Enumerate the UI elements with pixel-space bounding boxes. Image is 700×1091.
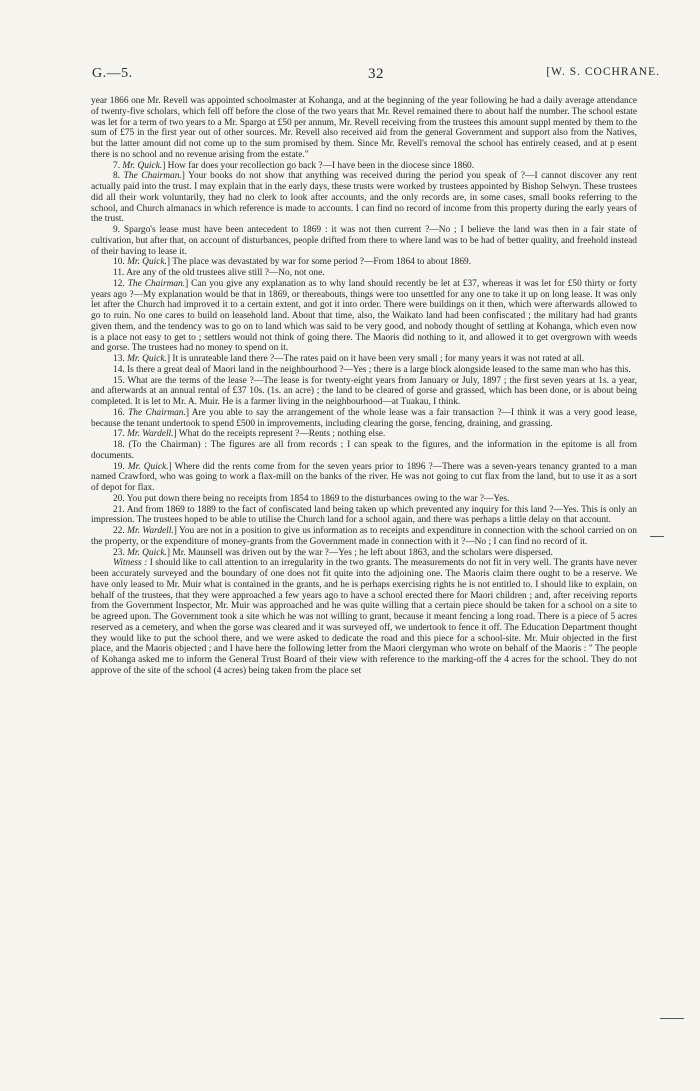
paragraph xyxy=(91,526,637,548)
paragraph-text: ] Mr. Maunsell was driven out by the war ?—Yes ; he left about 1863, and the scholars were dispersed. xyxy=(166,547,553,558)
speaker-name: The Chairman. xyxy=(123,171,182,182)
paragraph-text: ] Where did the rents come from for the seven years prior to 1896 ?—There was a seven-years tenancy granted to a man named Crawford, who was going to work a flax-mill on the banks of the river. He was not going to cut flax from the land, but to use it as a sort of depot for flax. xyxy=(91,461,637,493)
paragraph xyxy=(91,279,637,354)
question-number: 12. xyxy=(113,278,128,289)
paragraph-text: ] Are you able to say the arrangement of the whole lease was a fair transaction ?—I think it was a very good lease, because the tenant undertook to spend £500 in improvements, including clearing the gorse, fencing, draining, and grassing. xyxy=(91,407,638,429)
paragraph xyxy=(91,376,637,408)
margin-mark xyxy=(650,536,664,537)
paragraph-text: Spargo's lease must have been antecedent to 1869 : it was not then current ?—No ; I believe the land was then in a fair state of cultivation, but after that, on account of disturbances, people drifted from there to where land was to be had of better quality, and freehold instead of their having to lease it. xyxy=(91,225,637,257)
question-number: 18. xyxy=(113,440,129,450)
paragraph-text: (To the Chairman) : The figures are all from records ; I can speak to the figures, and the information in the epitome is all from documents. xyxy=(91,440,638,461)
speaker-name: Mr. Quick. xyxy=(127,461,169,472)
paragraph xyxy=(91,494,637,505)
paragraph-text: ] Can you give any explanation as to why land should recently be let at £37, whereas it was let for £50 thirty or forty years ago ?—My explanation would be that in 1869, or thereabouts, things were too unsettled for any one to take it up on long lease. It was only let after the Church had improved it to a certain extent, and got it into order. There were buildings on it then, which were afterwards allowed to go to ruin. No one cares to build on leasehold land. About that time, also, the Waikato land had been confiscated ; the military had had grants given them, and the tendency was to go on to land which was said to be very good, and nobody thought of settling at Kohanga, which even now is a place not easy to get to ; settlers would not think of going there. The Maoris did nothing to it, and allowed it to get overgrown with weeds and gorse. The trustees had no money to spend on it. xyxy=(91,278,638,354)
paragraph xyxy=(91,354,637,365)
page-number: 32 xyxy=(368,66,384,82)
speaker-name: Mr. Quick. xyxy=(127,547,167,558)
question-number: 9. xyxy=(113,225,124,235)
paragraph-text: Are any of the old trustees alive still ?—No, not one. xyxy=(126,268,325,278)
paragraph xyxy=(91,161,637,172)
paragraph xyxy=(91,225,637,257)
question-number: 15. xyxy=(113,375,128,386)
speaker-name: Mr. Wardell. xyxy=(127,429,174,440)
paragraph xyxy=(91,429,637,440)
question-number: 19. xyxy=(113,461,128,472)
speaker-name: Mr. Wardell. xyxy=(127,526,174,536)
paragraph xyxy=(91,365,637,376)
paragraph-text: What are the terms of the lease ?—The lease is for twenty-eight years from January or July, 1897 ; the first seven years at 1s. a year, and afterwards at an annual rental of £37 10s. (1s. an acre) ; the land to be cleared of gorse and grassed, which has been done, or is about being completed. It is let to Mr. A. Muir. He is a farmer living in the neighbourhood—at Tuakau, I think. xyxy=(91,375,637,407)
question-number: 16. xyxy=(113,407,129,418)
paragraph xyxy=(91,440,637,462)
speaker-name: Mr. Quick. xyxy=(127,354,167,364)
paragraph-text: You put down there being no receipts from 1854 to 1869 to the disturbances owing to the war ?—Yes. xyxy=(126,493,510,504)
speaker-name: The Chairman. xyxy=(128,407,186,418)
paragraph-text: And from 1869 to 1889 to the fact of confiscated land being taken up which prevented any inquiry for this land ?—Yes. This is only an impression. The trustees hoped to be able to utilise the Church land for a school again, and there was perhaps a little delay on that account. xyxy=(91,504,637,526)
paragraph-text: Is there a great deal of Maori land in the neighbourhood ?—Yes ; there is a large block alongside leased to the same man who has this. xyxy=(127,364,631,375)
question-number: 13. xyxy=(113,354,128,364)
margin-mark xyxy=(660,1018,684,1019)
paragraph xyxy=(91,268,637,279)
question-number: 17. xyxy=(113,429,128,440)
paragraph-text: year 1866 one Mr. Revell was appointed schoolmaster at Kohanga, and at the beginning of the year following he had a daily average attendance of twenty-five scholars, which fell off before the close of the two years that Mr. Revel remained there to about half the number. The school estate was let for a term of two years to a Mr. Spargo at £50 per annum, Mr. Revell receiving from the trustees this amount suppl mented by them to the sum of £75 in the first year out of other sources. Mr. Revell also received aid from the general Government and support also from the Natives, but the latter amount did not come up to the sum promised by them. Since Mr. Revell's removal the school has entirely ceased, and at p esent there is no school and no revenue arising from the estate." xyxy=(91,96,637,160)
paragraph xyxy=(91,96,637,161)
page-header xyxy=(92,66,660,88)
question-number: 11. xyxy=(113,268,127,278)
question-number: 21. xyxy=(113,504,127,515)
question-number: 7. xyxy=(113,160,123,171)
paragraph xyxy=(91,408,637,430)
speaker-name: Mr. Quick. xyxy=(127,257,167,268)
question-number: 8. xyxy=(113,171,124,182)
paragraph-text: ] How far does your recollection go back ?—I have been in the diocese since 1860. xyxy=(162,160,475,171)
paragraph-text: ] The place was devastated by war for some period ?—From 1864 to about 1869. xyxy=(166,257,472,268)
paragraph-text: ] Your books do not show that anything was received during the period you speak of ?—I cannot discover any rent actually paid into the trust. I may explain that in the early days, these trusts were worked by trustees appointed by Bishop Selwyn. These trustees did all their work voluntarily, they had no clerk to look after accounts, and the only records are, in some cases, small books referring to the school, and Church almanacs in which reference is made to accounts. I can find no record of income from this property during the early years of the trust. xyxy=(91,171,637,225)
paragraph-text: ] What do the receipts represent ?—Rents ; nothing else. xyxy=(173,429,386,440)
paragraph-text: I should like to call attention to an irregularity in the two grants. The measurements do not fit in very well. The grants have never been accurately surveyed and the boundary of one does not fit quite into the adjoining one. The Maoris claim there ought to be a reserve. We have only leased to Mr. Muir what is contained in the grants, and he is perhaps exercising rights he is not entitled to. I should like to explain, on behalf of the trustees, that they were approached a few years ago to have a school erected there for Maori children ; and, after receiving reports from the Government Inspector, Mr. Muir was approached and he was quite willing that a certain piece should be taken for a school on a site to be agreed upon. The Government took a site which he was not willing to grant, because it meant fencing a long road. There is a piece of 5 acres reserved as a cemetery, and when the gorse was cleared and it was surveyed off, we undertook to fence it off. The Education Department thought they would like to put the school there, and we were asked to dedicate the road and this piece for a school-site. Mr. Muir objected in the first place, and the Maoris objected ; and I have here the following letter from the Maori clergyman who wrote on behalf of the Maoris : " The people of Kohanga asked me to inform the General Trust Board of their view with reference to the marking-off the 4 acres for the school. They do not approve of the site of the school (4 acres) being taken from the place set xyxy=(91,558,637,676)
document-body xyxy=(91,96,637,677)
question-number: 23. xyxy=(113,547,128,558)
paragraph-text: ] You are not in a position to give us information as to receipts and expenditure in connection with the school carried on on the property, or the expenditure of money-grants from the Government made in connection with it ?—No ; I can find no record of it. xyxy=(91,526,637,547)
speaker-name: Mr. Quick. xyxy=(122,160,163,171)
speaker-name: The Chairman. xyxy=(127,278,186,289)
question-number: 22. xyxy=(113,526,128,536)
paragraph xyxy=(91,558,637,676)
question-number: 14. xyxy=(113,364,128,375)
witness-name: [W. S. COCHRANE. xyxy=(546,66,660,78)
report-code: G.—5. xyxy=(92,66,133,81)
question-number: 20. xyxy=(113,493,127,504)
paragraph-text: ] It is unrateable land there ?—The rates paid on it have been very small ; for many years it was not rated at all. xyxy=(166,354,585,364)
question-number: 10. xyxy=(113,257,128,268)
paragraph xyxy=(91,257,637,268)
paragraph xyxy=(91,462,637,494)
paragraph xyxy=(91,548,637,559)
speaker-name: Witness : xyxy=(113,558,148,569)
paragraph xyxy=(91,505,637,527)
paragraph xyxy=(91,171,637,225)
